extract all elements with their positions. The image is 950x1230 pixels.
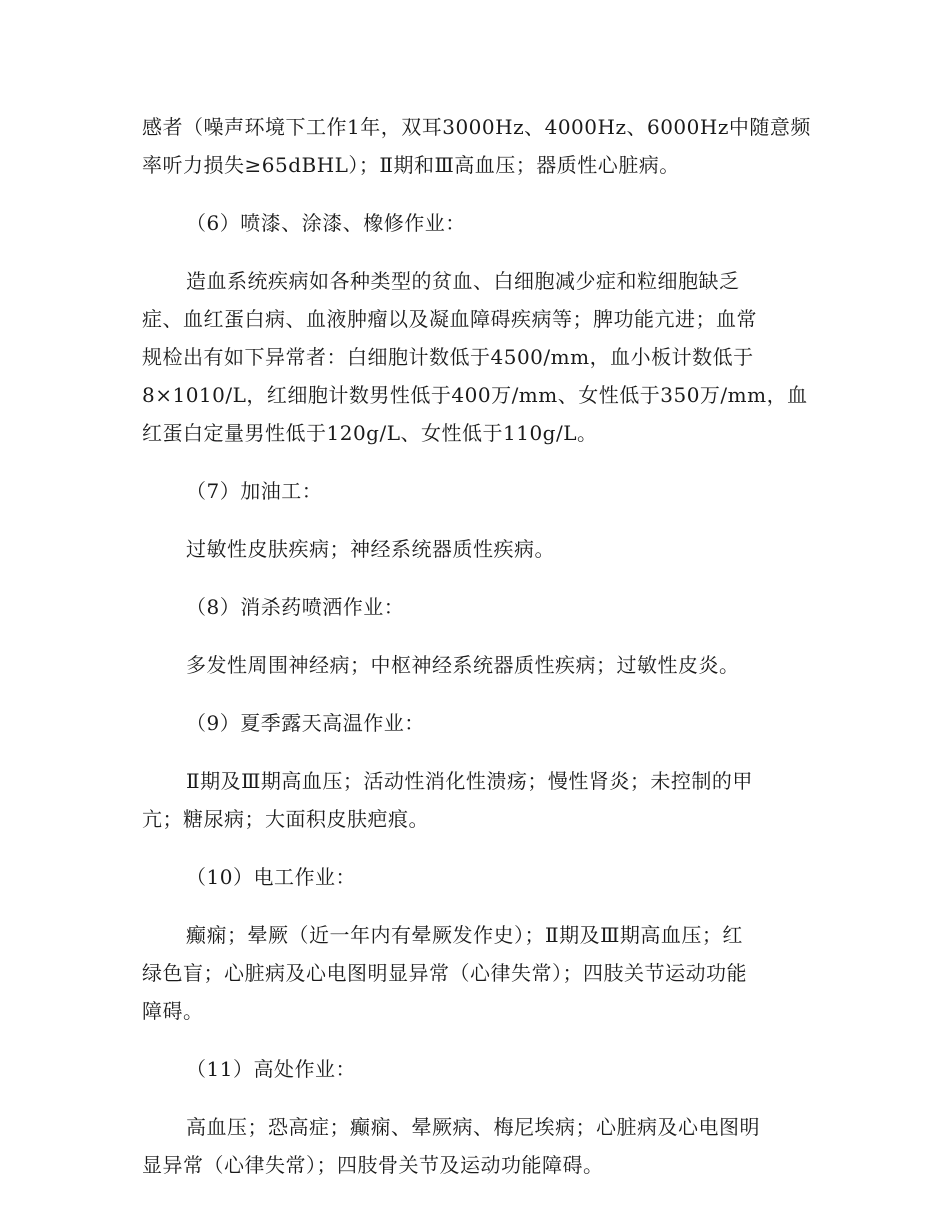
text-line: 红蛋白定量男性低于120g/L、女性低于110g/L。 xyxy=(142,421,598,445)
section-heading-8 xyxy=(142,588,802,626)
text-line: 癫痫；晕厥（近一年内有晕厥发作史）；Ⅱ期及Ⅲ期高血压；红 xyxy=(186,923,743,947)
text-line: 症、血红蛋白病、血液肿瘤以及凝血障碍疾病等；脾功能亢进；血常 xyxy=(142,307,757,331)
text-line: Ⅱ期及Ⅲ期高血压；活动性消化性溃疡；慢性肾炎；未控制的甲 xyxy=(186,769,753,793)
section-heading-6 xyxy=(142,204,802,242)
heading-line: （6）喷漆、涂漆、橡修作业： xyxy=(186,211,466,235)
heading-line: （11）高处作业： xyxy=(186,1057,356,1081)
heading-line: （7）加油工： xyxy=(186,479,323,503)
text-line: 造血系统疾病如各种类型的贫血、白细胞减少症和粒细胞缺乏 xyxy=(186,269,740,293)
paragraph-painting-conditions xyxy=(142,262,808,452)
paragraph-electrician-conditions xyxy=(142,916,802,1030)
text-line: 障碍。 xyxy=(142,999,204,1023)
section-heading-7 xyxy=(142,472,802,510)
heading-line: （8）消杀药喷洒作业： xyxy=(186,595,405,619)
text-line: 亢；糖尿病；大面积皮肤疤痕。 xyxy=(142,807,429,831)
text-line: 高血压；恐高症；癫痫、晕厥病、梅尼埃病；心脏病及心电图明 xyxy=(186,1115,760,1139)
paragraph-heat-conditions xyxy=(142,762,802,838)
text-line: 绿色盲；心脏病及心电图明显异常（心律失常）；四肢关节运动功能 xyxy=(142,961,747,985)
paragraph-height-work-conditions xyxy=(142,1108,802,1184)
section-heading-9 xyxy=(142,704,802,742)
text-line: 过敏性皮肤疾病；神经系统器质性疾病。 xyxy=(186,537,555,561)
text-line: 规检出有如下异常者：白细胞计数低于4500/mm，血小板计数低于 xyxy=(142,345,754,369)
document-body xyxy=(142,108,811,1204)
text-line: 显异常（心律失常）；四肢骨关节及运动功能障碍。 xyxy=(142,1153,604,1177)
text-line: 感者（噪声环境下工作1年，双耳3000Hz、4000Hz、6000Hz中随意频 xyxy=(142,115,811,139)
section-heading-10 xyxy=(142,858,802,896)
section-heading-11 xyxy=(142,1050,802,1088)
text-line: 多发性周围神经病；中枢神经系统器质性疾病；过敏性皮炎。 xyxy=(186,653,740,677)
text-line: 率听力损失≥65dBHL）；Ⅱ期和Ⅲ高血压；器质性心脏病。 xyxy=(142,153,680,177)
paragraph-hearing-continuation xyxy=(142,108,811,184)
heading-line: （9）夏季露天高温作业： xyxy=(186,711,425,735)
paragraph-pesticide-conditions xyxy=(142,646,802,684)
paragraph-fueling-conditions xyxy=(142,530,802,568)
heading-line: （10）电工作业： xyxy=(186,865,356,889)
text-line: 8×1010/L，红细胞计数男性低于400万/mm、女性低于350万/mm，血 xyxy=(142,383,808,407)
